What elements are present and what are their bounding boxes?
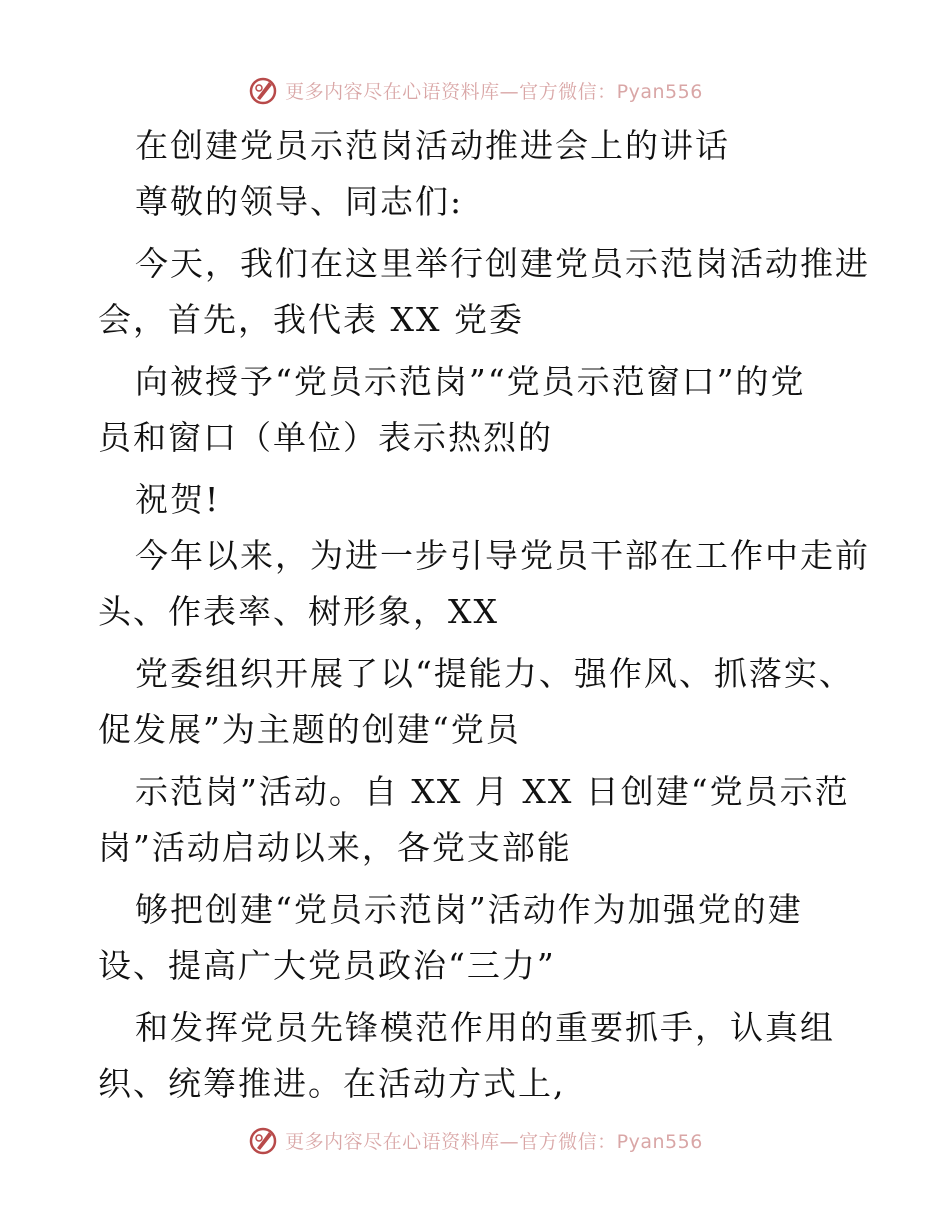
paragraph-line: 祝贺!: [135, 480, 221, 519]
document-title: 在创建党员示范岗活动推进会上的讲话: [135, 126, 730, 165]
paragraph-line: 党委组织开展了以“提能力、强作风、抓落实、: [135, 654, 854, 693]
paragraph-line: 岗”活动启动以来，各党支部能: [98, 828, 572, 867]
paragraph-line: 尊敬的领导、同志们:: [135, 182, 464, 221]
paragraph-line: 今年以来，为进一步引导党员干部在工作中走前: [135, 536, 870, 575]
footer-banner: [0, 1120, 950, 1160]
paragraph-line: 员和窗口（单位）表示热烈的: [98, 418, 553, 457]
paragraph-line: 示范岗”活动。自 XX 月 XX 日创建“党员示范: [135, 772, 850, 811]
quill-logo-icon: [247, 74, 279, 106]
paragraph-line: 够把创建“党员示范岗”活动作为加强党的建: [135, 890, 803, 929]
paragraph-line: 织、统筹推进。在活动方式上,: [98, 1064, 566, 1103]
quill-logo-icon: [247, 1124, 279, 1156]
paragraph-line: 会，首先，我代表 XX 党委: [98, 300, 524, 339]
paragraph-line: 今天，我们在这里举行创建党员示范岗活动推进: [135, 244, 870, 283]
paragraph-line: 设、提高广大党员政治“三力”: [98, 946, 556, 985]
paragraph-line: 促发展”为主题的创建“党员: [98, 710, 521, 749]
paragraph-line: 向被授予“党员示范岗”“党员示范窗口”的党: [135, 362, 806, 401]
header-banner: [0, 70, 950, 110]
paragraph-line: 和发挥党员先锋模范作用的重要抓手，认真组: [135, 1008, 835, 1047]
header-banner-text: 更多内容尽在心语资料库—官方微信：Pyan556: [285, 80, 703, 103]
paragraph-line: 头、作表率、树形象，XX: [98, 592, 499, 631]
footer-banner-text: 更多内容尽在心语资料库—官方微信：Pyan556: [285, 1130, 703, 1153]
